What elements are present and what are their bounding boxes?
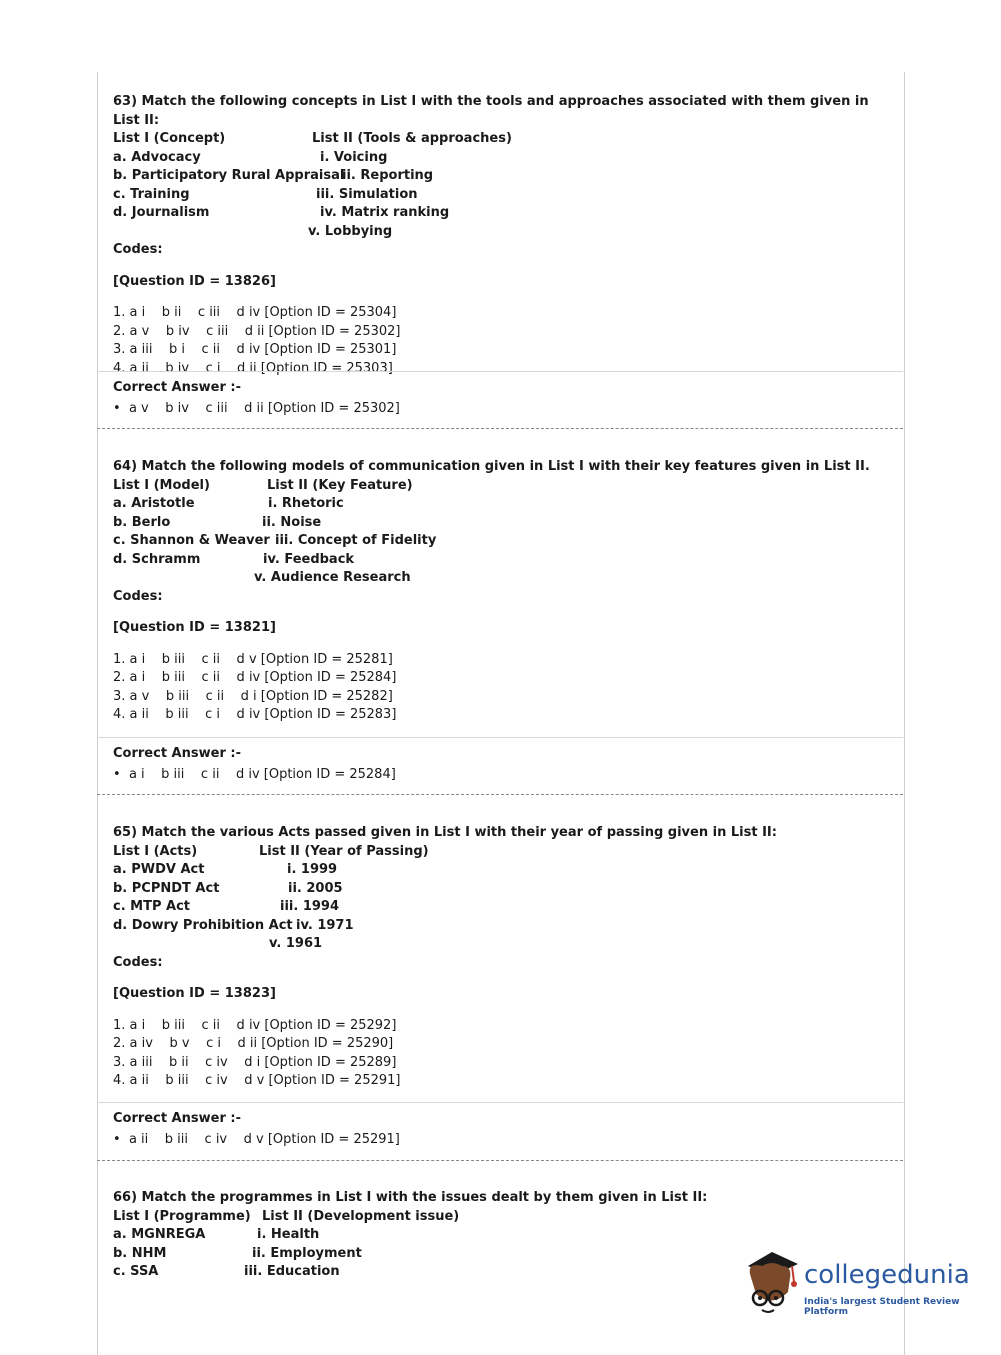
list1-item: c. MTP Act (113, 899, 191, 914)
question-title: 66) Match the programmes in List I with the issues dealt by them given in List II: (113, 1190, 708, 1205)
list2-item: iii. Concept of Fidelity (275, 533, 437, 548)
answer-value: a i b iii c ii d iv [Option ID = 25284] (128, 766, 396, 782)
list2-item: v. Lobbying (308, 223, 393, 239)
list-row (113, 477, 893, 496)
brand-tagline: India's largest Student Review Platform (804, 1297, 960, 1317)
mascot-icon (742, 1248, 802, 1318)
list-row (113, 861, 893, 880)
question-separator (97, 794, 903, 795)
correct-answer (113, 379, 893, 420)
list1-item: List I (Model) (113, 477, 210, 493)
list1-item: d. Dowry Prohibition Act (113, 917, 293, 933)
list-row (113, 532, 893, 551)
bullet-icon: • (113, 766, 129, 782)
list1-item: a. PWDV Act (113, 862, 205, 877)
option-item: 3. a iii b i c ii d iv [Option ID = 25301] (113, 342, 397, 357)
list2-item: i. Health (257, 1227, 320, 1242)
bullet-icon: • (113, 1131, 129, 1147)
list1-item: c. Training (113, 186, 190, 202)
option-item: 1. a i b iii c ii d v [Option ID = 25281] (113, 651, 393, 667)
list-row (113, 935, 893, 954)
question-id: [Question ID = 13821] (113, 620, 276, 635)
list2-item: iii. Education (244, 1264, 340, 1279)
list1-item: a. Advocacy (113, 149, 201, 165)
option-item: 1. a i b iii c ii d iv [Option ID = 25292] (113, 1017, 397, 1033)
answer-label: Correct Answer :- (113, 1111, 241, 1126)
option-item: 2. a v b iv c iii d ii [Option ID = 25302] (113, 323, 401, 339)
codes-label: Codes: (113, 954, 163, 970)
list-row (113, 880, 893, 899)
option-item: 4. a ii b iii c iv d v [Option ID = 25291] (113, 1073, 401, 1088)
question-64 (113, 458, 893, 725)
option-item: 3. a v b iii c ii d i [Option ID = 25282] (113, 688, 393, 704)
option-item: 1. a i b ii c iii d iv [Option ID = 25304] (113, 305, 397, 320)
list2-item: iv. Feedback (263, 551, 355, 567)
option-list (113, 304, 893, 378)
codes-label: Codes: (113, 588, 163, 604)
question-id: [Question ID = 13826] (113, 273, 276, 289)
list1-item: d. Journalism (113, 205, 210, 220)
list-row (113, 1226, 893, 1245)
codes-label: Codes: (113, 242, 163, 257)
brand-name: collegedunia (804, 1260, 970, 1290)
list-row (113, 917, 893, 936)
list1-item: a. Aristotle (113, 496, 195, 511)
correct-answer (113, 1110, 893, 1151)
question-separator (97, 1160, 903, 1161)
list1-item: b. PCPNDT Act (113, 880, 220, 896)
answer-label: Correct Answer :- (113, 746, 241, 761)
list-row (113, 223, 893, 242)
question-id: [Question ID = 13823] (113, 986, 276, 1001)
option-list (113, 651, 893, 725)
list-row (113, 514, 893, 533)
list-row (113, 843, 893, 862)
list1-item: c. SSA (113, 1264, 159, 1279)
list-row (113, 898, 893, 917)
list2-item: List II (Year of Passing) (259, 843, 429, 859)
answer-label: Correct Answer :- (113, 380, 241, 395)
list2-item: ii. 2005 (288, 880, 343, 896)
list-row (113, 551, 893, 570)
list1-item: List I (Programme) (113, 1208, 251, 1224)
option-item: 4. a ii b iv c i d ii [Option ID = 25303] (113, 360, 393, 376)
question-title: 64) Match the following models of communication given in List I with their key features given in List II. (113, 459, 870, 474)
list1-item: a. MGNREGA (113, 1227, 206, 1242)
list-row (113, 569, 893, 588)
option-list (113, 1017, 893, 1091)
bullet-icon: • (113, 400, 129, 416)
option-item: 2. a iv b v c i d ii [Option ID = 25290] (113, 1036, 394, 1051)
list-row (113, 149, 893, 168)
question-title: 65) Match the various Acts passed given in List I with their year of passing given in List II: (113, 825, 777, 840)
list1-item: b. NHM (113, 1245, 167, 1261)
option-item: 4. a ii b iii c i d iv [Option ID = 25283] (113, 707, 397, 722)
list1-item: b. Participatory Rural Appraisal (113, 168, 345, 183)
list2-item: ii. Noise (262, 514, 322, 530)
option-item: 3. a iii b ii c iv d i [Option ID = 25289] (113, 1054, 397, 1070)
question-separator (97, 428, 903, 429)
list-row (113, 1208, 893, 1227)
list1-item: c. Shannon & Weaver (113, 533, 270, 548)
list1-item: List I (Acts) (113, 843, 198, 859)
list2-item: i. Rhetoric (268, 496, 344, 511)
list2-item: i. 1999 (287, 862, 338, 877)
list1-item: b. Berlo (113, 514, 171, 530)
list2-item: iii. Simulation (316, 186, 418, 202)
divider (97, 737, 903, 738)
list-row (113, 167, 893, 186)
list-row (113, 130, 893, 149)
divider (97, 1102, 903, 1103)
question-63 (113, 93, 893, 378)
list1-item: d. Schramm (113, 551, 201, 567)
option-item: 2. a i b iii c ii d iv [Option ID = 25284] (113, 670, 397, 685)
list2-item: List II (Tools & approaches) (312, 131, 512, 146)
list2-item: iii. 1994 (280, 899, 340, 914)
list-row (113, 495, 893, 514)
list2-item: List II (Development issue) (262, 1208, 460, 1224)
list2-item: iv. Matrix ranking (320, 205, 450, 220)
divider (97, 371, 903, 372)
list1-item: List I (Concept) (113, 131, 226, 146)
correct-answer (113, 745, 893, 786)
list2-item: v. 1961 (269, 936, 323, 951)
list2-item: ii. Employment (252, 1245, 362, 1261)
list2-item: i. Voicing (320, 149, 388, 165)
answer-value: a v b iv c iii d ii [Option ID = 25302] (128, 400, 400, 416)
question-65 (113, 824, 893, 1091)
collegedunia-logo[interactable] (742, 1248, 982, 1318)
question-title: 63) Match the following concepts in List I with the tools and approaches associated with them given in List II: (113, 94, 869, 128)
list2-item: ii. Reporting (342, 168, 434, 183)
list-row (113, 186, 893, 205)
list2-item: List II (Key Feature) (267, 477, 413, 493)
list2-item: v. Audience Research (254, 570, 411, 585)
list2-item: iv. 1971 (296, 917, 354, 933)
list-row (113, 204, 893, 223)
answer-value: a ii b iii c iv d v [Option ID = 25291] (128, 1131, 400, 1147)
